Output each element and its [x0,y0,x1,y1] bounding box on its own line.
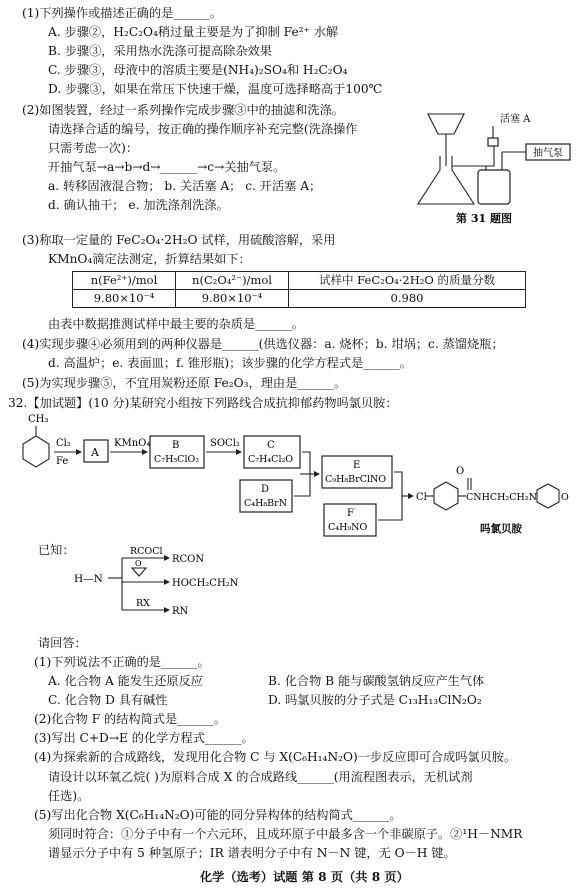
table-cell: 9.80×10⁻⁴ [73,290,176,308]
compound-f-formula: C₄H₉NO [328,522,368,533]
fig-valve-label: 活塞 A [500,114,531,125]
known-bottom-product: RN [172,606,189,617]
product-o1: O [456,466,465,477]
q31-p3-line3: 由表中数据推测试样中最主要的杂质是______。 [48,317,304,331]
q31-p4-line2: d. 高温炉；e. 表面皿；f. 锥形瓶)；该步骤的化学方程式是______。 [48,356,412,370]
known-reaction-scheme [72,546,282,630]
q32-p5-line3: 谱显示分子中有 5 种氢原子；IR 谱表明分子中有 N－N 键，无 O－H 键。 [48,846,456,860]
q32-p1-option-c: C. 化合物 D 具有碱性 [48,693,168,707]
epoxide-icon [132,568,146,576]
ch3-label: CH₃ [28,414,49,425]
table-header: n(Fe²⁺)/mol [73,272,176,290]
q32-p1-stem: (1)下列说法不正确的是______。 [34,655,210,669]
valve-a-icon [488,138,498,146]
q31-p2-line6: d. 确认抽干； e. 加洗涤剂洗涤。 [48,198,229,212]
q32-p4-line3: 任选)。 [48,789,90,803]
reagent-cl2: Cl₂ [56,438,71,449]
q31-p1-option-d: D. 步骤③，如果在常压下快速干燥，温度可选择略高于100℃ [48,82,383,96]
q31-p1-option-c: C. 步骤③，母液中的溶质主要是(NH₄)₂SO₄和 H₂C₂O₄ [48,63,348,77]
reagent-kmno4: KMnO₄ [114,438,151,449]
reagent-socl2: SOCl₂ [210,438,240,449]
product-name: 吗氯贝胺 [480,523,522,535]
compound-b-label: B [172,440,180,451]
known-epoxide-o: O [135,559,142,568]
q31-p1-option-b: B. 步骤③，采用热水洗涤可提高除杂效果 [48,44,272,58]
q32-p5-line1: (5)写出化合物 X(C₆H₁₄N₂O)可能的同分异构体的结构简式______。 [34,808,402,822]
q31-p2-line2: 请选择合适的编号，按正确的操作顺序补充完整(洗涤操作 [48,122,358,136]
q31-p3-line2: KMnO₄滴定法测定，折算结果如下： [48,252,251,266]
compound-d-label: D [261,484,270,495]
known-top-reagent: RCOCl [130,546,163,557]
table-header: n(C₂O₄²⁻)/mol [176,272,289,290]
known-mid-product: HOCH₂CH₂N [172,578,239,589]
reagent-fe: Fe [56,456,69,467]
q31-p2-line5: a. 转移固液混合物； b. 关活塞 A； c. 开活塞 A； [48,179,322,193]
compound-f-label: F [347,508,354,519]
known-label: 已知： [38,543,75,557]
product-o2: O [561,492,569,503]
product-amide: CNHCH₂CH₂N [466,492,537,503]
morpholine-ring-icon [537,484,559,508]
product-ring-icon [434,482,458,510]
q32-p2: (2)化合物 F 的结构简式是______。 [34,712,226,726]
compound-e-formula: C₉H₈BrClNO [325,474,387,485]
q32-title: 32.【加试题】(10 分)某研究小组按下列路线合成抗抑郁药物吗氯贝胺： [8,396,398,410]
q31-p2-line4: 开抽气泵→a→b→d→______→c→关抽气泵。 [48,160,286,174]
product-cl: Cl [416,492,427,503]
table-cell: 0.980 [289,290,526,308]
compound-b-formula: C₇H₅ClO₂ [154,454,200,465]
q32-p1-option-b: B. 化合物 B 能与碳酸氢钠反应产生气体 [268,674,485,688]
compound-d-formula: C₄H₈BrN [244,498,288,509]
q32-p1-option-a: A. 化合物 A 能发生还原反应 [48,674,203,688]
known-bottom-reagent: RX [136,598,150,609]
q32-p4-line2: 请设计以环氧乙烷( )为原料合成 X 的合成路线______(用流程图表示，无机试剂 [48,770,473,784]
q32-p4-line1: (4)为探索新的合成路线，发现用化合物 C 与 X(C₆H₁₄N₂O)一步反应即可合成吗氯贝胺。 [34,750,517,764]
known-reactant: H—N [74,573,103,585]
suction-filtration-figure [408,108,578,226]
page-footer: 化学（选考）试题 第 8 页（共 8 页） [200,870,409,884]
compound-c-formula: C₇H₄Cl₂O [248,454,294,465]
q31-p2-line3: 只需考虑一次)： [48,141,139,155]
q31-p1-option-a: A. 步骤②，H₂C₂O₄稍过量主要是为了抑制 Fe²⁺ 水解 [48,25,339,39]
benzene-ring-icon [23,436,49,467]
q31-p4-line1: (4)实现步骤④必须用到的两种仪器是______(供选仪器：a. 烧杯；b. 坩埚；c. 蒸馏烧瓶； [22,337,504,351]
compound-e-label: E [353,460,361,471]
q32-ask: 请回答： [38,636,87,650]
q31-p2-line1: (2)如图装置，经过一系列操作完成步骤③中的抽滤和洗涤。 [22,103,344,117]
q32-p1-option-d: D. 吗氯贝胺的分子式是 C₁₃H₁₃ClN₂O₂ [268,693,482,707]
fig-caption: 第 31 题图 [456,212,512,225]
q31-p5: (5)为实现步骤⑤，不宜用炭粉还原 Fe₂O₃，理由是______。 [22,376,347,390]
q31-p1-stem: (1)下列操作或描述正确的是______。 [22,6,223,20]
titration-table [72,271,526,308]
synthesis-scheme [10,412,575,542]
compound-a-label: A [91,446,99,459]
table-header: 试样中 FeC₂O₄·2H₂O 的质量分数 [289,272,526,290]
fig-pump-label: 抽气泵 [533,148,563,159]
q32-p3: (3)写出 C+D→E 的化学方程式______。 [34,731,254,745]
table-cell: 9.80×10⁻⁴ [176,290,289,308]
known-top-product: RCON [172,554,205,565]
compound-c-label: C [267,440,275,451]
q31-p3-line1: (3)称取一定量的 FeC₂O₄·2H₂O 试样，用硫酸溶解，采用 [22,233,336,247]
q32-p5-line2: 须同时符合：①分子中有一个六元环，且成环原子中最多含一个非碳原子。②¹H－NMR [48,827,523,841]
